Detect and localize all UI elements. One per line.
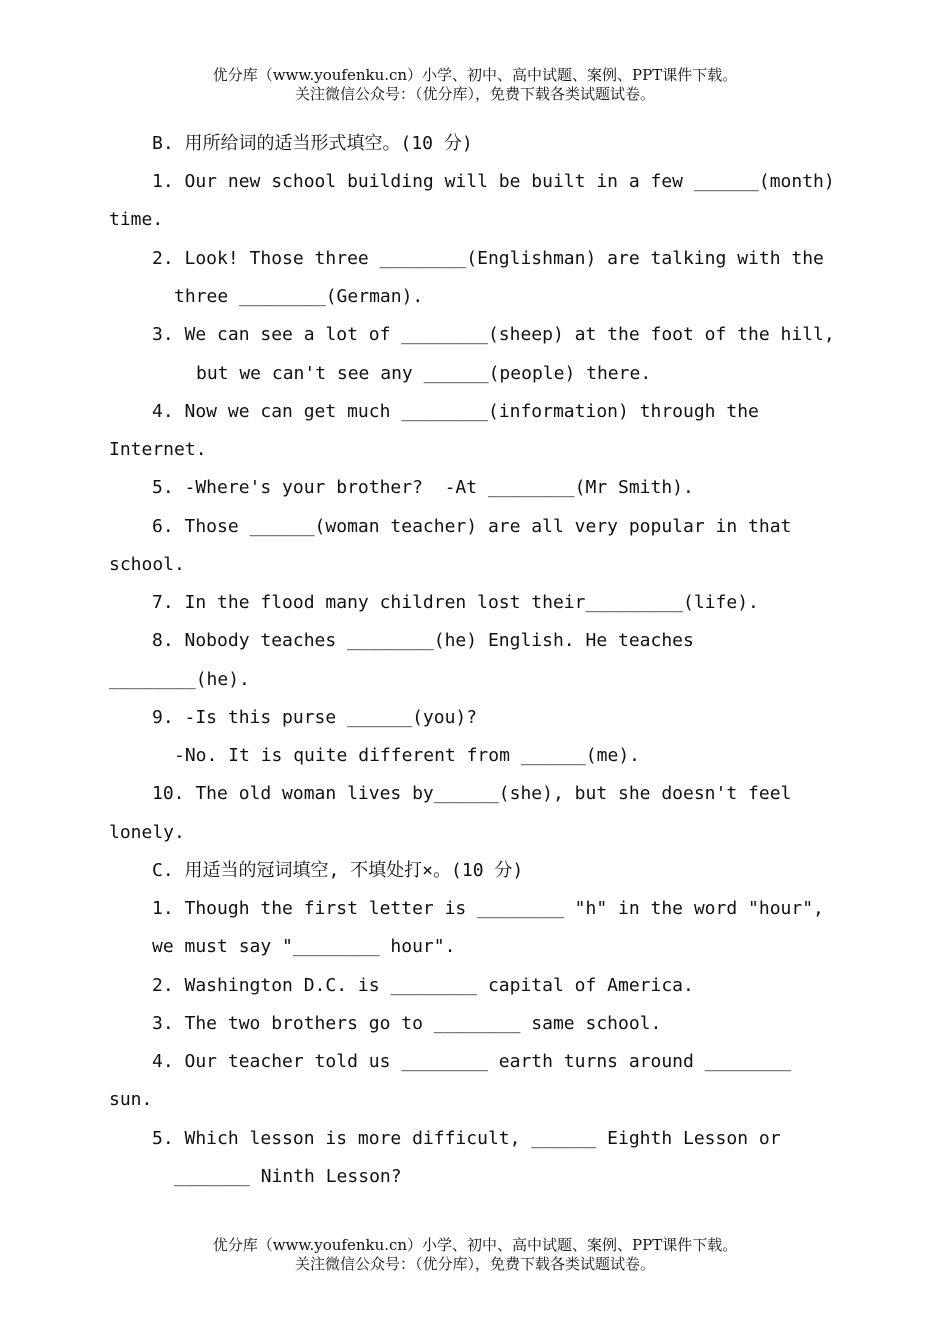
header-line-2: 关注微信公众号：（优分库），免费下载各类试题试卷。 xyxy=(294,85,655,103)
section-c-title: C. 用适当的冠词填空, 不填处打×。(10 分) xyxy=(152,860,524,881)
footer-line-2: 关注微信公众号：（优分库），免费下载各类试题试卷。 xyxy=(294,1255,655,1273)
question-b2: 2. Look! Those three ________(Englishman) are talking with the xyxy=(152,248,824,269)
question-c5-cont: _______ Ninth Lesson? xyxy=(174,1166,402,1187)
question-b6-cont: school. xyxy=(109,554,185,575)
question-b7: 7. In the flood many children lost their_________(life). xyxy=(152,592,759,613)
question-c5: 5. Which lesson is more difficult, ______ Eighth Lesson or xyxy=(152,1128,781,1149)
question-b5: 5. -Where's your brother? -At ________(Mr Smith). xyxy=(152,477,694,498)
header-line-1: 优分库（www.youfenku.cn）小学、初中、高中试题、案例、PPT课件下载。 xyxy=(212,66,738,84)
question-b1: 1. Our new school building will be built in a few ______(month) xyxy=(152,171,835,192)
question-b1-cont: time. xyxy=(109,209,164,230)
question-b9: 9. -Is this purse ______(you)? xyxy=(152,707,478,728)
question-b6: 6. Those ______(woman teacher) are all very popular in that xyxy=(152,516,792,537)
question-b3: 3. We can see a lot of ________(sheep) at the foot of the hill, xyxy=(152,324,835,345)
question-b8-cont: ________(he). xyxy=(109,669,250,690)
footer-line-1: 优分库（www.youfenku.cn）小学、初中、高中试题、案例、PPT课件下载。 xyxy=(212,1236,738,1254)
question-b10: 10. The old woman lives by______(she), but she doesn't feel xyxy=(152,783,792,804)
question-c2: 2. Washington D.C. is ________ capital of America. xyxy=(152,975,694,996)
question-b4: 4. Now we can get much ________(information) through the xyxy=(152,401,759,422)
page-footer xyxy=(0,1236,950,1274)
section-b-title: B. 用所给词的适当形式填空。(10 分) xyxy=(152,133,473,154)
question-b8: 8. Nobody teaches ________(he) English. He teaches xyxy=(152,630,694,651)
question-b3-cont: but we can't see any ______(people) there. xyxy=(196,363,652,384)
question-b4-cont: Internet. xyxy=(109,439,207,460)
question-c4: 4. Our teacher told us ________ earth turns around ________ xyxy=(152,1051,792,1072)
question-c1: 1. Though the first letter is ________ "h" in the word "hour", xyxy=(152,898,824,919)
question-c1-cont: we must say "________ hour". xyxy=(152,936,456,957)
page-header xyxy=(0,66,950,104)
question-c4-cont: sun. xyxy=(109,1089,153,1110)
question-b10-cont: lonely. xyxy=(109,822,185,843)
question-b2-cont: three ________(German). xyxy=(174,286,424,307)
question-c3: 3. The two brothers go to ________ same school. xyxy=(152,1013,662,1034)
question-b9-cont: -No. It is quite different from ______(me). xyxy=(174,745,640,766)
